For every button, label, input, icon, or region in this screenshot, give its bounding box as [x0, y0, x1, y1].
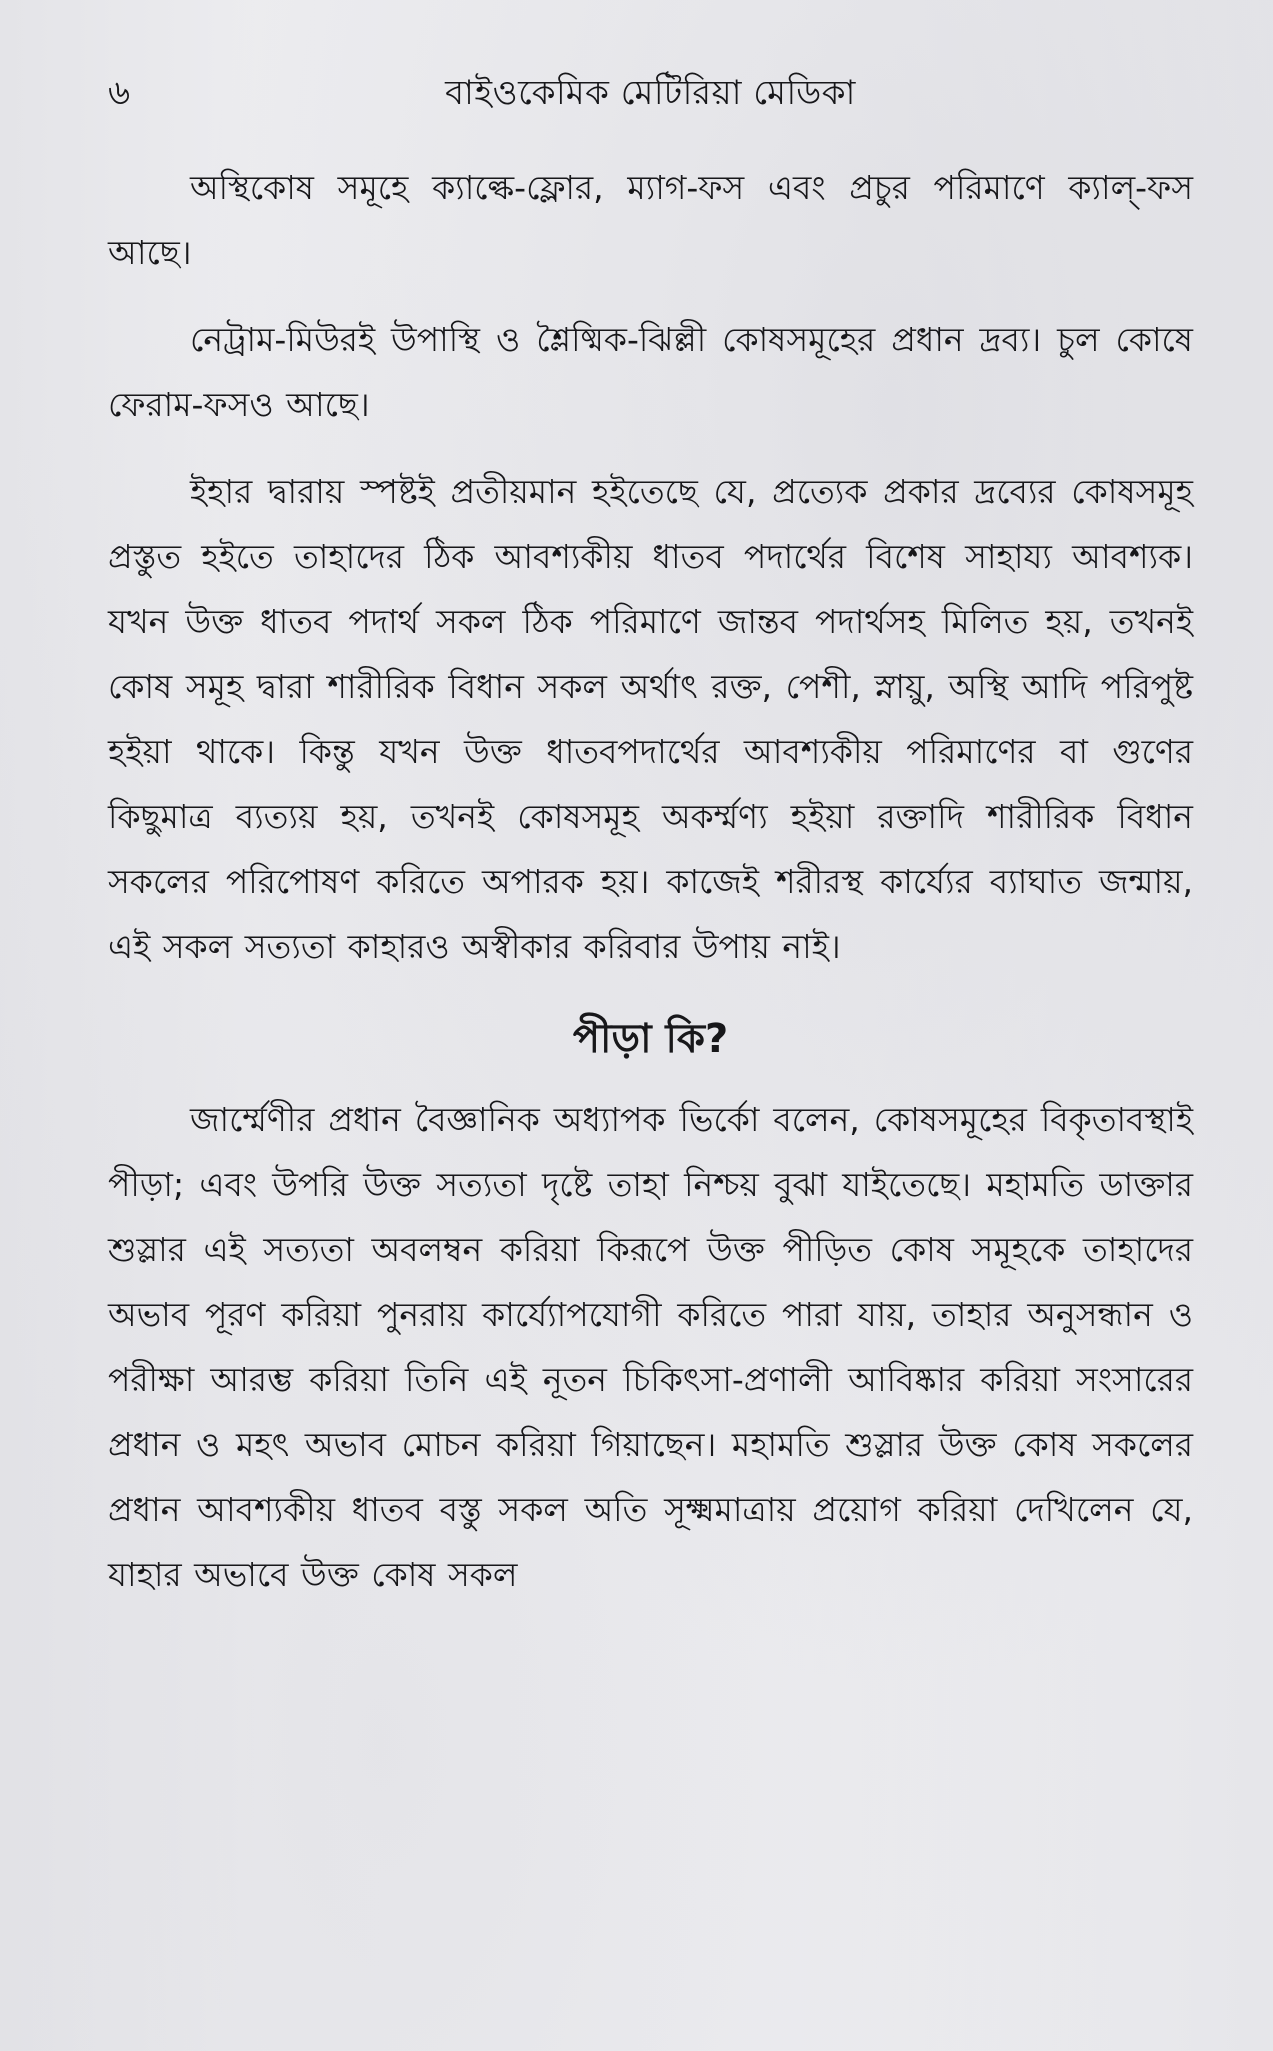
- paragraph-what-is-disease: জার্ম্মেণীর প্রধান বৈজ্ঞানিক অধ্যাপক ভির্কো বলেন, কোষসমূহের বিকৃতাবস্থাই পীড়া; এবং উপরি উক্ত সত্যতা দৃষ্টে তাহা নিশ্চয় বুঝা যাইতেছে। মহামতি ডাক্তার শুস্লার এই সত্যতা অবলম্বন করিয়া কিরূপে উক্ত পীড়িত কোষ সমূহকে তাহাদের অভাব পূরণ করিয়া পুনরায় কার্য্যোপযোগী করিতে পারা যায়, তাহার অনুসন্ধান ও পরীক্ষা আরম্ভ করিয়া তিনি এই নূতন চিকিৎসা-প্রণালী আবিষ্কার করিয়া সংসারের প্রধান ও মহৎ অভাব মোচন করিয়া গিয়াছেন। মহামতি শুস্লার উক্ত কোষ সকলের প্রধান আবশ্যকীয় ধাতব বস্তু সকল অতি সূক্ষ্মমাত্রায় প্রয়োগ করিয়া দেখিলেন যে, যাহার অভাবে উক্ত কোষ সকল: [108, 1100, 1193, 1594]
- page-header: [108, 62, 1193, 132]
- paragraph-natrum-mur: নেট্রাম-মিউরই উপাস্থি ও শ্লৈষ্মিক-ঝিল্লী কোষসমূহের প্রধান দ্রব্য। চুল কোষে ফেরাম-ফসও আছে।: [108, 320, 1193, 424]
- paragraph-bone-cells: অস্থিকোষ সমূহে ক্যাল্কে-ফ্লোর, ম্যাগ-ফস এবং প্রচুর পরিমাণে ক্যাল্-ফস আছে।: [108, 168, 1193, 272]
- running-title: বাইওকেমিক মেটিরিয়া মেডিকা: [445, 73, 856, 113]
- page-number: ৬: [108, 73, 131, 113]
- page-body: [108, 155, 1193, 1607]
- section-heading: পীড়া কি?: [572, 1016, 729, 1062]
- paragraph-mineral-necessity: ইহার দ্বারায় স্পষ্টই প্রতীয়মান হইতেছে যে, প্রত্যেক প্রকার দ্রব্যের কোষসমূহ প্রস্তুত হইতে তাহাদের ঠিক আবশ্যকীয় ধাতব পদার্থের বিশেষ সাহায্য আবশ্যক। যখন উক্ত ধাতব পদার্থ সকল ঠিক পরিমাণে জান্তব পদার্থসহ মিলিত হয়, তখনই কোষ সমূহ দ্বারা শারীরিক বিধান সকল অর্থাৎ রক্ত, পেশী, স্নায়ু, অস্থি আদি পরিপুষ্ট হইয়া থাকে। কিন্তু যখন উক্ত ধাতবপদার্থের আবশ্যকীয় পরিমাণের বা গুণের কিছুমাত্র ব্যত্যয় হয়, তখনই কোষসমূহ অকর্ম্মণ্য হইয়া রক্তাদি শারীরিক বিধান সকলের পরিপোষণ করিতে অপারক হয়। কাজেই শরীরস্থ কার্য্যের ব্যাঘাত জন্মায়, এই সকল সত্যতা কাহারও অস্বীকার করিবার উপায় নাই।: [108, 472, 1193, 966]
